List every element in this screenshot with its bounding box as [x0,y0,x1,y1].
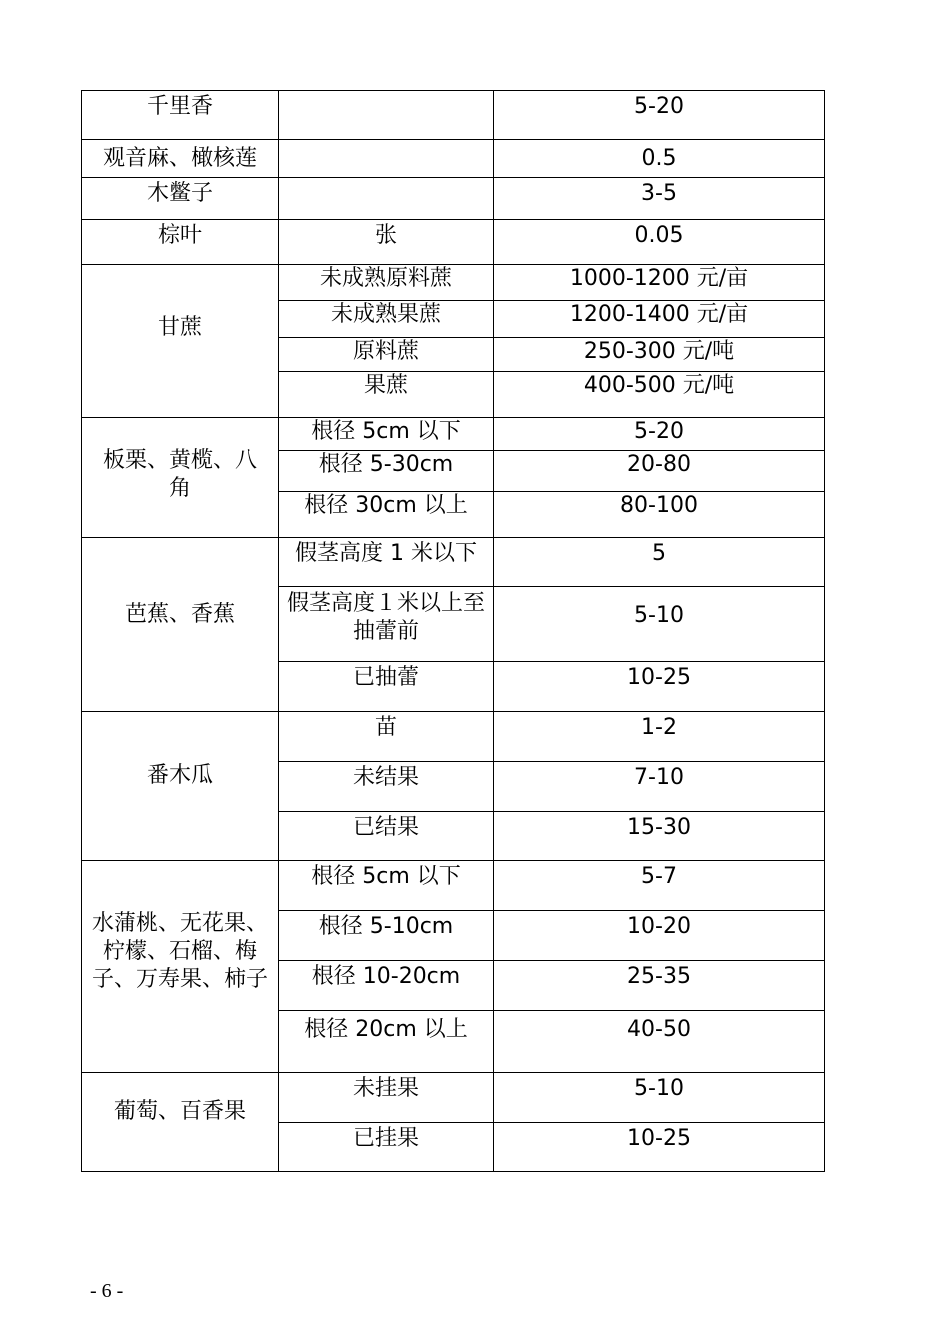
price-cell: 5-20 [494,91,825,140]
price-cell: 1-2 [494,712,825,762]
spec-cell: 已挂果 [279,1123,494,1172]
crop-cell: 观音麻、橄核莲 [82,140,279,178]
spec-cell: 根径 5-30cm [279,451,494,492]
crop-cell: 棕叶 [82,220,279,265]
price-cell: 15-30 [494,812,825,861]
spec-cell [279,91,494,140]
spec-cell: 未成熟原料蔗 [279,265,494,301]
table-row [82,418,825,451]
price-cell: 5-7 [494,861,825,911]
price-cell: 10-25 [494,662,825,712]
price-cell: 5-10 [494,587,825,662]
spec-cell: 假茎高度１米以上至抽蕾前 [279,587,494,662]
spec-cell: 假茎高度 1 米以下 [279,538,494,587]
price-cell: 5-10 [494,1073,825,1123]
price-cell: 25-35 [494,961,825,1011]
crop-cell: 甘蔗 [82,265,279,418]
spec-cell: 果蔗 [279,372,494,418]
price-cell: 0.5 [494,140,825,178]
crop-cell: 芭蕉、香蕉 [82,538,279,712]
price-cell: 3-5 [494,178,825,220]
spec-cell: 张 [279,220,494,265]
spec-cell: 根径 5cm 以下 [279,861,494,911]
price-cell: 20-80 [494,451,825,492]
spec-cell [279,178,494,220]
crop-cell [82,418,279,538]
spec-cell: 根径 30cm 以上 [279,492,494,538]
table-row [82,140,825,178]
spec-cell: 未结果 [279,762,494,812]
price-cell: 1200-1400 元/亩 [494,301,825,338]
price-cell: 0.05 [494,220,825,265]
spec-cell [279,140,494,178]
table-row [82,178,825,220]
spec-cell: 未挂果 [279,1073,494,1123]
price-cell: 10-20 [494,911,825,961]
crop-cell: 葡萄、百香果 [82,1073,279,1172]
table-row [82,1073,825,1123]
page-number: - 6 - [90,1280,124,1302]
spec-cell: 根径 20cm 以上 [279,1011,494,1073]
table-row [82,538,825,587]
crop-cell: 木鳖子 [82,178,279,220]
crop-cell: 番木瓜 [82,712,279,861]
price-cell: 5-20 [494,418,825,451]
table-row [82,712,825,762]
price-cell: 400-500 元/吨 [494,372,825,418]
compensation-table [81,90,825,1172]
spec-cell: 已结果 [279,812,494,861]
table-row [82,91,825,140]
price-cell: 40-50 [494,1011,825,1073]
table-row [82,861,825,911]
spec-cell: 苗 [279,712,494,762]
spec-cell: 已抽蕾 [279,662,494,712]
price-cell: 250-300 元/吨 [494,338,825,372]
price-cell: 7-10 [494,762,825,812]
price-cell: 80-100 [494,492,825,538]
spec-cell: 根径 5-10cm [279,911,494,961]
crop-cell: 千里香 [82,91,279,140]
spec-cell: 根径 5cm 以下 [279,418,494,451]
price-cell: 1000-1200 元/亩 [494,265,825,301]
crop-cell [82,861,279,1073]
table-row [82,220,825,265]
crop-label: 板栗、黄榄、八角 [102,447,257,501]
table-row [82,265,825,301]
spec-cell: 原料蔗 [279,338,494,372]
crop-label: 水蒲桃、无花果、柠檬、石榴、梅子、万寿果、柿子 [91,910,268,992]
spec-cell: 未成熟果蔗 [279,301,494,338]
spec-cell: 根径 10-20cm [279,961,494,1011]
price-cell: 5 [494,538,825,587]
price-cell: 10-25 [494,1123,825,1172]
